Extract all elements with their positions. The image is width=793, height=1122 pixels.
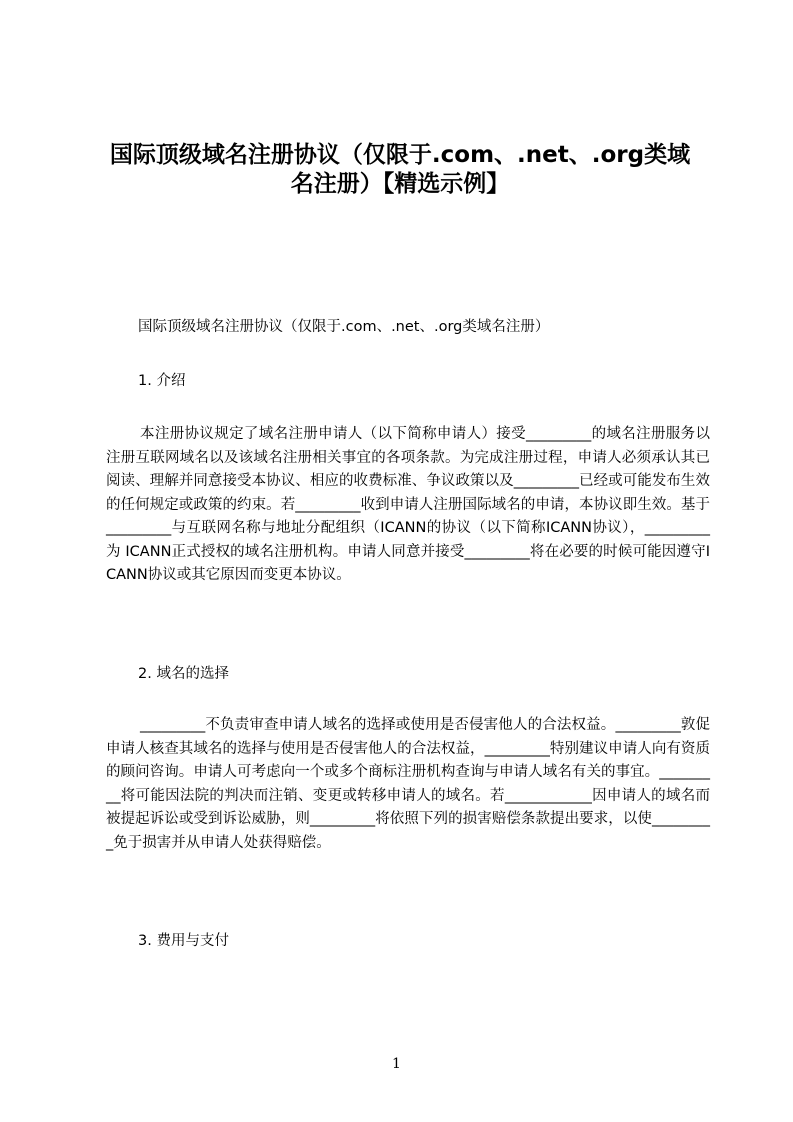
section-paragraph-domain-selection: _________不负责审查申请人域名的选择或使用是否侵害他人的合法权益。_________敦促申请人核查其域名的选择与使用是否侵害他人的合法权益，_________特别建议申请人向有资质的顾问咨询。申请人可考虑向一个或多个商标注册机构查询与申请人域名有关的事宜。_________将可能因法院的判决而注销、变更或转移申请人的域名。若____________因申请人的域名而被提起诉讼或受到诉讼威胁，则_________将依照下列的损害赔偿条款提出要求，以使_________免于损害并从申请人处获得赔偿。 — [106, 717, 710, 851]
section-heading-domain-selection: 2. 域名的选择 — [138, 666, 229, 682]
page-number: 1 — [392, 1056, 401, 1072]
section-paragraph-introduction: 本注册协议规定了域名注册申请人（以下简称申请人）接受_________的域名注册服务以注册互联网域名以及该域名注册相关事宜的各项条款。为完成注册过程，申请人必须承认其已阅读、理解并同意接受本协议、相应的收费标准、争议政策以及_________已经或可能发布生效的任何规定或政策的约束。若_________收到申请人注册国际域名的申请，本协议即生效。基于_________与互联网名称与地址分配组织（ICANN的协议（以下简称ICANN协议），_________为 ICANN正式授权的域名注册机构。申请人同意并接受_________将在必要的时候可能因遵守ICANN协议或其它原因而变更本协议。 — [106, 426, 710, 583]
section-heading-fees-payment: 3. 费用与支付 — [138, 933, 229, 949]
document-title: 国际顶级域名注册协议（仅限于.com、.net、.org类域名注册）【精选示例】 — [109, 142, 691, 197]
document-subtitle: 国际顶级域名注册协议（仅限于.com、.net、.org类域名注册） — [138, 319, 550, 335]
section-heading-introduction: 1. 介绍 — [138, 373, 186, 389]
